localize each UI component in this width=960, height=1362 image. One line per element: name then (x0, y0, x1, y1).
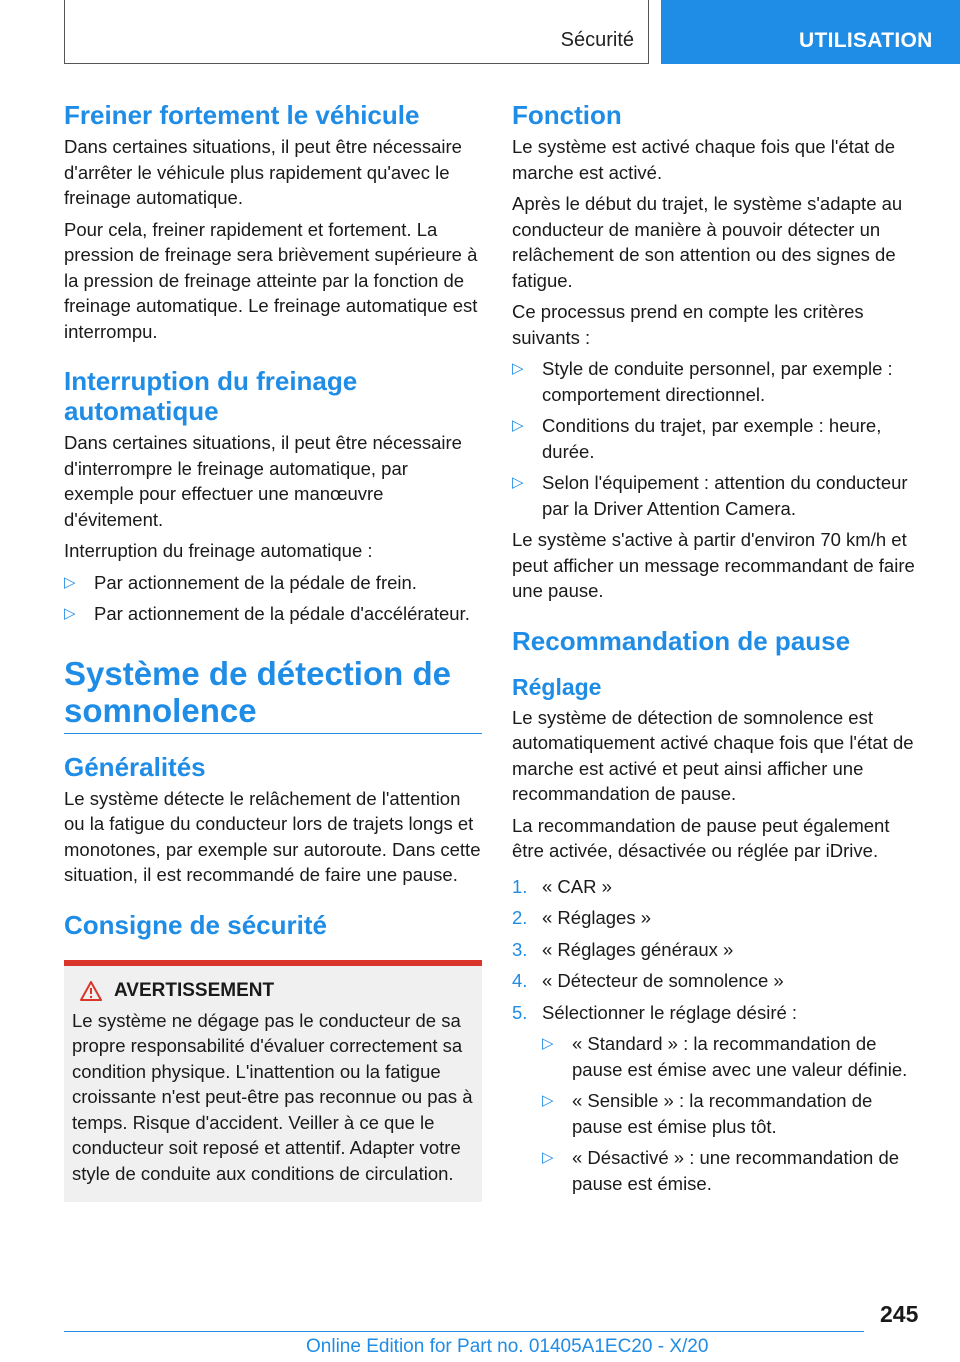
generalites-heading: Généralités (64, 751, 206, 782)
warning-text: Le système ne dégage pas le conducteur de sa propre responsabilité d'évaluer correctement sa condition physique. L'inattention ou la fatigue croissante n'est peut-être pas reconnue ou pas à temps. Risque d'accident. Veiller à ce que le conducteur soit reposé et attentif. Adapter votre style de conduite aux conditions de circulation. (72, 1009, 473, 1184)
list-item: ▷ Par actionnement de la pédale d'accélérateur. (64, 601, 482, 627)
warning-title (72, 980, 474, 1002)
header-section-box (64, 0, 649, 64)
freiner-heading: Freiner fortement le véhicule (64, 100, 420, 130)
fonction-paragraph-4: Le système s'active à partir d'environ 70 km/h et peut afficher un message recommandant de faire une pause. (512, 529, 915, 601)
interruption-paragraph-2: Interruption du freinage automatique : (64, 540, 373, 561)
warning-box (64, 960, 482, 1203)
fonction-paragraph-1: Le système est activé chaque fois que l'état de marche est activé. (512, 136, 896, 183)
list-item: ▷ Style de conduite personnel, par exemple : comportement directionnel. (512, 358, 893, 405)
triangle-bullet-icon: ▷ (64, 605, 76, 622)
reglage-heading: Réglage (512, 673, 602, 700)
left-column (64, 100, 482, 1202)
footer-divider (64, 1331, 864, 1332)
triangle-bullet-icon: ▷ (542, 1149, 554, 1166)
generalites-paragraph: Le système détecte le relâchement de l'attention ou la fatigue du conducteur lors de trajets longs et monotones, par exemple sur autoroute. Dans cette situation, il est recommandé de faire une pause. (64, 787, 481, 885)
options-list (542, 1031, 926, 1196)
list-item: ▷ Par actionnement de la pédale de frein. (64, 570, 482, 596)
systeme-heading: Système de détection de somnolence (64, 654, 451, 729)
triangle-bullet-icon: ▷ (512, 474, 524, 491)
right-column (512, 100, 926, 1202)
recommandation-heading: Recommandation de pause (512, 625, 851, 656)
criteria-list (512, 356, 926, 521)
option-item: ▷ « Désactivé » : une recommandation de pause est émise. (542, 1147, 900, 1194)
fonction-heading: Fonction (512, 100, 622, 130)
step-item: 5. Sélectionner le réglage désiré : ▷ « Standard » : la recommandation de pause est émise avec une valeur définie. ▷ « Sensible » : la recommandation de pause est émise plus tôt. ▷ « Désactivé » : une recommandation de pause est émise. (512, 1000, 926, 1197)
step-item: 2. « Réglages » (512, 907, 652, 928)
steps-list (512, 874, 926, 1197)
step-item: 3. « Réglages généraux » (512, 938, 734, 960)
header-section-title: Sécurité (560, 29, 634, 51)
triangle-bullet-icon: ▷ (542, 1092, 554, 1109)
footer-edition: Online Edition for Part no. 01405A1EC20 - X/20 (306, 1336, 709, 1357)
step-item: 4. « Détecteur de somnolence » (512, 970, 784, 991)
option-item: ▷ « Standard » : la recommandation de pause est émise avec une valeur définie. (542, 1033, 908, 1080)
fonction-paragraph-3: Ce processus prend en compte les critères suivants : (512, 301, 864, 348)
header-chapter-tab (661, 0, 960, 64)
triangle-bullet-icon: ▷ (64, 573, 76, 591)
reglage-paragraph-1: Le système de détection de somnolence est automatiquement activé chaque fois que l'état de marche est activé et peut ainsi afficher une recommandation de pause. (512, 706, 914, 804)
fonction-paragraph-2: Après le début du trajet, le système s'adapte au conducteur de manière à pouvoir détecter un relâchement de son attention ou des signes de fatigue. (512, 193, 903, 291)
interruption-heading: Interruption du freinage automatique (64, 366, 358, 426)
warning-triangle-icon (80, 981, 102, 1001)
page-number: 245 (880, 1301, 919, 1327)
freiner-paragraph-2: Pour cela, freiner rapidement et fortement. La pression de freinage sera brièvement supérieure à la pression de freinage atteinte par la fonction de freinage automatique. Le freinage automatique est interrompu. (64, 218, 478, 342)
option-item: ▷ « Sensible » : la recommandation de pause est émise plus tôt. (542, 1090, 873, 1137)
triangle-bullet-icon: ▷ (542, 1035, 554, 1052)
header-chapter-title: UTILISATION (799, 29, 933, 52)
triangle-bullet-icon: ▷ (512, 360, 524, 377)
warning-label: AVERTISSEMENT (114, 979, 275, 1001)
consigne-heading: Consigne de sécurité (64, 909, 327, 940)
interruption-list (64, 570, 482, 627)
list-item: ▷ Conditions du trajet, par exemple : heure, durée. (512, 415, 882, 462)
freiner-paragraph-1: Dans certaines situations, il peut être nécessaire d'arrêter le véhicule plus rapidement qu'avec le freinage automatique. (64, 136, 462, 208)
interruption-paragraph-1: Dans certaines situations, il peut être nécessaire d'interrompre le freinage automatique, par exemple pour effectuer une manœuvre d'évitement. (64, 432, 462, 530)
list-item: ▷ Selon l'équipement : attention du conducteur par la Driver Attention Camera. (512, 472, 908, 519)
step-item: 1. « CAR » (512, 875, 612, 897)
reglage-paragraph-2: La recommandation de pause peut également être activée, désactivée ou réglée par iDrive. (512, 814, 890, 861)
triangle-bullet-icon: ▷ (512, 417, 524, 434)
systeme-heading-block (64, 655, 482, 734)
